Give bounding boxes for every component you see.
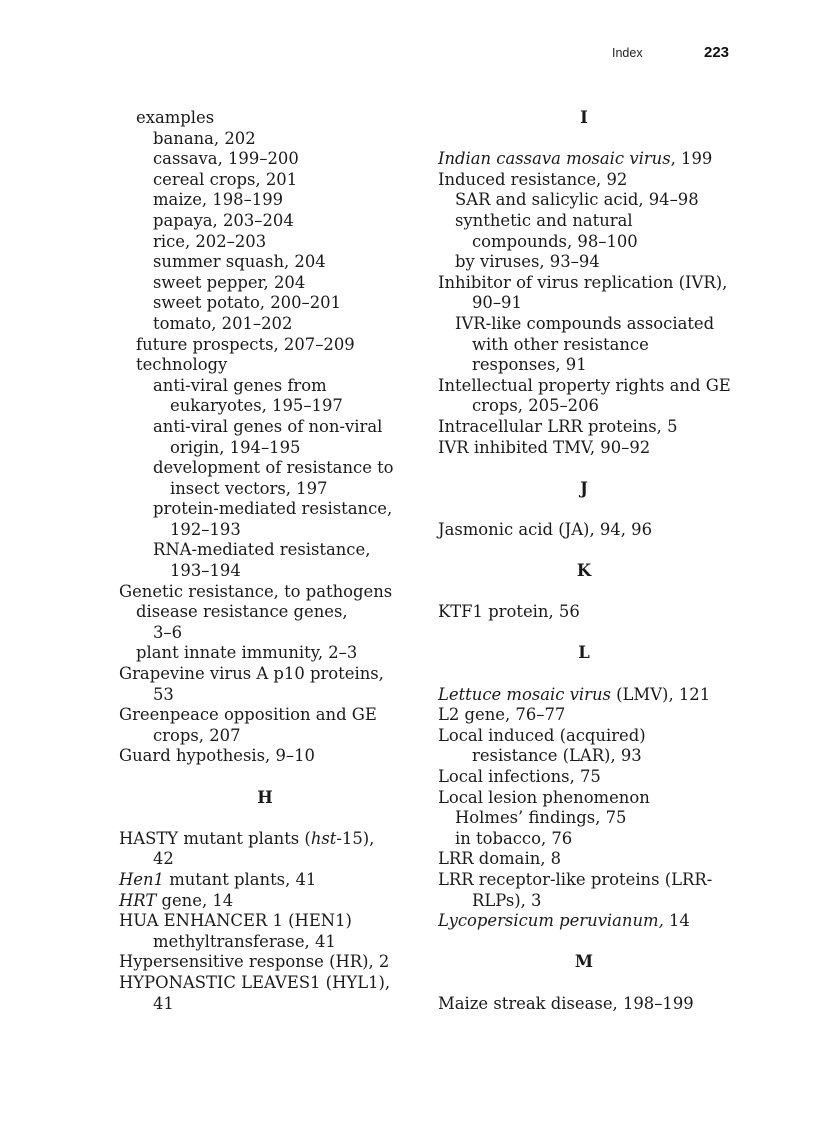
- entry-text: synthetic and natural: [455, 210, 633, 230]
- entry-italic: Indian cassava mosaic virus: [438, 149, 671, 169]
- spacer: [438, 129, 758, 150]
- entry-text: examples: [136, 108, 215, 127]
- index-entry: [119, 108, 439, 129]
- index-entry: [119, 623, 439, 644]
- entry-text: resistance (LAR), 93: [472, 746, 642, 766]
- index-entry: [438, 746, 758, 767]
- index-entry: [119, 602, 439, 623]
- entry-text: Intracellular LRR proteins, 5: [438, 416, 678, 436]
- entry-text: anti-viral genes of non-viral: [153, 416, 383, 436]
- index-entry: [438, 685, 758, 706]
- index-entry: [438, 994, 758, 1015]
- entry-italic: Lycopersicum peruvianum,: [438, 911, 664, 931]
- entry-text: 90–91: [472, 293, 522, 313]
- entry-text: IVR inhibited TMV, 90–92: [438, 437, 651, 457]
- index-entry: [119, 540, 439, 561]
- index-entry: [119, 314, 439, 335]
- entry-text: development of resistance to: [153, 458, 394, 478]
- entry-text: LRR receptor-like proteins (LRR-: [438, 869, 713, 889]
- entry-text: plant innate immunity, 2–3: [136, 643, 358, 663]
- entry-text-after: gene, 14: [156, 890, 234, 910]
- index-entry: [119, 417, 439, 438]
- index-entry: [119, 273, 439, 294]
- index-entry: [438, 314, 758, 335]
- entry-text: Greenpeace opposition and GE: [119, 705, 377, 725]
- entry-text-after: (LMV), 121: [610, 684, 711, 704]
- entry-text: SAR and salicylic acid, 94–98: [455, 190, 699, 210]
- entry-text: Local infections, 75: [438, 767, 601, 786]
- page-number: 223: [704, 44, 730, 61]
- index-entry: [119, 829, 439, 850]
- entry-text: HUA ENHANCER 1 (HEN1): [119, 911, 352, 931]
- entry-text: 192–193: [170, 519, 241, 539]
- entry-text-after: -15),: [336, 828, 375, 848]
- index-entry: [438, 417, 758, 438]
- index-entry: [438, 396, 758, 417]
- index-entry: [119, 643, 439, 664]
- index-entry: [438, 149, 758, 170]
- index-entry: [119, 891, 439, 912]
- index-entry: [119, 705, 439, 726]
- entry-text: maize, 198–199: [153, 190, 284, 210]
- index-entry: [119, 932, 439, 953]
- index-entry: [438, 602, 758, 623]
- index-entry: [438, 438, 758, 459]
- entry-text: responses, 91: [472, 355, 587, 375]
- entry-text: RLPs), 3: [472, 890, 542, 910]
- spacer: [438, 540, 758, 561]
- entry-text-after: 14: [663, 911, 690, 931]
- entry-italic: Lettuce mosaic virus: [438, 684, 611, 704]
- entry-text: Genetic resistance, to pathogens: [119, 581, 393, 601]
- index-entry: [119, 438, 439, 459]
- entry-text: 3–6: [153, 622, 183, 642]
- index-entry: [119, 582, 439, 603]
- index-entry: [438, 849, 758, 870]
- spacer: [438, 664, 758, 685]
- entry-text: 193–194: [170, 561, 241, 581]
- index-entry: [119, 129, 439, 150]
- entry-text: Guard hypothesis, 9–10: [119, 746, 315, 766]
- index-entry: [438, 211, 758, 232]
- entry-text: Induced resistance, 92: [438, 169, 628, 189]
- entry-text: HASTY mutant plants (: [119, 828, 311, 848]
- index-entry: [438, 190, 758, 211]
- index-entry: [438, 911, 758, 932]
- index-entry: [119, 396, 439, 417]
- entry-text: Maize streak disease, 198–199: [438, 993, 694, 1013]
- index-entry: [119, 355, 439, 376]
- index-entry: [119, 190, 439, 211]
- index-entry: [119, 726, 439, 747]
- entry-text: HYPONASTIC LEAVES1 (HYL1),: [119, 972, 391, 992]
- entry-text: anti-viral genes from: [153, 375, 327, 395]
- index-entry: [438, 232, 758, 253]
- entry-text: Grapevine virus A p10 proteins,: [119, 664, 384, 684]
- index-entry: [438, 788, 758, 809]
- spacer: [438, 499, 758, 520]
- entry-text: compounds, 98–100: [472, 231, 638, 251]
- section-letter: H: [257, 787, 273, 807]
- entry-text: rice, 202–203: [153, 231, 267, 251]
- index-entry: [119, 170, 439, 191]
- entry-text: crops, 205–206: [472, 396, 599, 416]
- entry-text: sweet potato, 200–201: [153, 293, 341, 313]
- entry-text: eukaryotes, 195–197: [170, 396, 343, 416]
- running-header-section: Index: [612, 46, 643, 60]
- entry-text: 53: [153, 684, 174, 704]
- index-entry: [119, 746, 439, 767]
- running-header: [0, 44, 816, 64]
- index-entry: [438, 335, 758, 356]
- index-entry: [438, 376, 758, 397]
- entry-text: banana, 202: [153, 128, 256, 148]
- index-entry: [438, 808, 758, 829]
- entry-text: in tobacco, 76: [455, 828, 573, 848]
- index-entry: [438, 273, 758, 294]
- index-entry: [119, 849, 439, 870]
- entry-text: Local lesion phenomenon: [438, 787, 650, 807]
- entry-text: protein-mediated resistance,: [153, 499, 393, 519]
- index-entry: [119, 499, 439, 520]
- index-entry: [119, 458, 439, 479]
- entry-text-after: , 199: [670, 149, 713, 169]
- index-entry: [438, 170, 758, 191]
- index-entry: [119, 293, 439, 314]
- entry-text-after: mutant plants, 41: [163, 869, 317, 889]
- entry-text: Local induced (acquired): [438, 725, 646, 745]
- index-entry: [119, 685, 439, 706]
- entry-text: disease resistance genes,: [136, 602, 348, 622]
- entry-italic: HRT: [119, 890, 157, 910]
- index-entry: [119, 973, 439, 994]
- index-entry: [438, 767, 758, 788]
- entry-text: 42: [153, 849, 174, 869]
- index-entry: [438, 705, 758, 726]
- index-entry: [438, 829, 758, 850]
- section-letter: I: [580, 108, 588, 127]
- entry-text: L2 gene, 76–77: [438, 705, 566, 725]
- index-entry: [438, 726, 758, 747]
- spacer: [119, 808, 439, 829]
- section-letter: J: [580, 478, 588, 498]
- entry-text: Intellectual property rights and GE: [438, 375, 731, 395]
- section-letter: L: [578, 643, 590, 663]
- index-entry: [119, 376, 439, 397]
- entry-text: cassava, 199–200: [153, 149, 299, 169]
- index-entry: [119, 561, 439, 582]
- index-entry: [119, 664, 439, 685]
- index-entry: [438, 293, 758, 314]
- index-entry: [119, 520, 439, 541]
- entry-text: cereal crops, 201: [153, 169, 298, 189]
- section-letter: K: [576, 561, 592, 581]
- entry-text: by viruses, 93–94: [455, 252, 600, 272]
- entry-text: Inhibitor of virus replication (IVR),: [438, 272, 728, 292]
- index-entry: [119, 211, 439, 232]
- index-entry: [119, 252, 439, 273]
- index-entry: [438, 891, 758, 912]
- index-entry: [119, 335, 439, 356]
- entry-text: technology: [136, 355, 228, 375]
- entry-text: future prospects, 207–209: [136, 334, 355, 354]
- index-entry: [119, 149, 439, 170]
- entry-text: IVR-like compounds associated: [455, 313, 715, 333]
- index-entry: [438, 355, 758, 376]
- index-entry: [119, 479, 439, 500]
- entry-text: origin, 194–195: [170, 437, 301, 457]
- entry-text: with other resistance: [472, 334, 649, 354]
- index-entry: [119, 911, 439, 932]
- index-entry: [119, 952, 439, 973]
- entry-text: crops, 207: [153, 725, 241, 745]
- index-entry: [119, 232, 439, 253]
- entry-italic: Hen1: [119, 869, 164, 889]
- entry-text: RNA-mediated resistance,: [153, 540, 371, 560]
- index-column-left: [119, 108, 439, 1014]
- entry-text: tomato, 201–202: [153, 313, 293, 333]
- entry-text: insect vectors, 197: [170, 478, 328, 498]
- section-letter: M: [574, 952, 594, 972]
- entry-text: Holmes’ findings, 75: [455, 808, 627, 828]
- spacer: [438, 623, 758, 644]
- entry-text: sweet pepper, 204: [153, 272, 306, 292]
- index-entry: [438, 252, 758, 273]
- index-entry: [438, 870, 758, 891]
- index-entry: [119, 870, 439, 891]
- spacer: [438, 582, 758, 603]
- index-column-right: [438, 108, 758, 1014]
- spacer: [438, 458, 758, 479]
- entry-text: KTF1 protein, 56: [438, 602, 580, 622]
- entry-text: summer squash, 204: [153, 252, 326, 272]
- entry-text: Jasmonic acid (JA), 94, 96: [438, 519, 652, 539]
- spacer: [438, 932, 758, 953]
- spacer: [438, 973, 758, 994]
- entry-text: papaya, 203–204: [153, 210, 294, 230]
- spacer: [119, 767, 439, 788]
- entry-text: 41: [153, 993, 174, 1013]
- entry-text: LRR domain, 8: [438, 849, 562, 869]
- entry-text: methyltransferase, 41: [153, 931, 336, 951]
- entry-text: Hypersensitive response (HR), 2: [119, 952, 390, 972]
- index-entry: [119, 994, 439, 1015]
- index-entry: [438, 520, 758, 541]
- entry-italic: hst: [310, 828, 337, 848]
